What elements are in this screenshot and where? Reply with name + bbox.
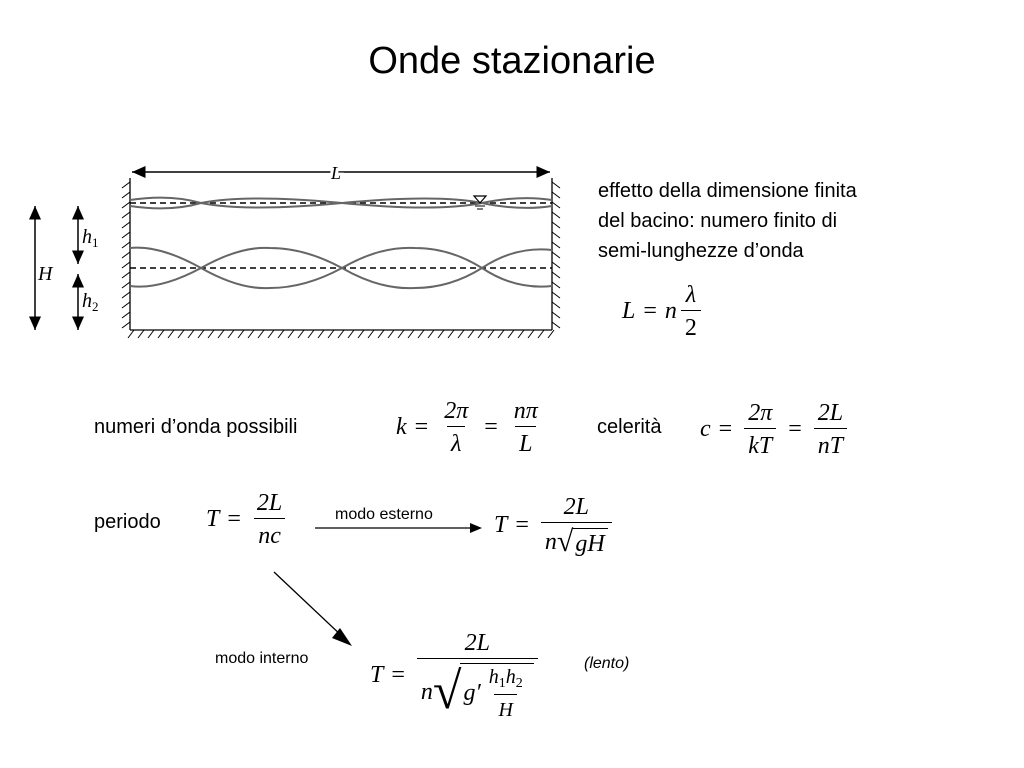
slow-note: (lento) — [584, 655, 630, 672]
basin-diagram — [20, 150, 580, 345]
h1-label: $h_1$ — [82, 226, 99, 250]
celerity-equation: c = $\frac{2\pi}{kT}$ = $\frac{2L}{nT}$ — [700, 400, 851, 460]
celerity-label: celerità — [597, 416, 662, 438]
internal-mode-arrow — [268, 566, 362, 652]
note-line-1: effetto della dimensione finita — [598, 180, 857, 202]
h2-label: $h_2$ — [82, 290, 99, 314]
external-mode-equation: T = 2L n √ gH — [494, 494, 616, 557]
note-line-2: del bacino: numero finito di — [598, 210, 838, 232]
length-label: L — [330, 163, 342, 183]
page-title: Onde stazionarie — [368, 40, 656, 82]
internal-mode-label: modo interno — [215, 650, 309, 667]
wavenumber-equation: k = $\frac{2\pi}{\lambda}$ = $\frac{n\pi}{L}$ — [396, 398, 538, 458]
finite-basin-note — [598, 176, 857, 266]
length-equation: L = n $\frac{\lambda}{2}$ — [622, 282, 705, 342]
wavenumbers-label: numeri d’onda possibili — [94, 416, 298, 438]
H-label: H — [38, 263, 53, 285]
period-equation: T = $\frac{2L}{nc}$ — [206, 490, 290, 550]
internal-mode-equation: T = 2L n √ g′ $\frac{h_1h_2}{H}$ — [370, 630, 542, 721]
note-line-3: semi-lunghezze d’onda — [598, 240, 804, 262]
external-mode-label: modo esterno — [335, 506, 433, 523]
period-label: periodo — [94, 511, 161, 533]
external-mode-arrow — [312, 520, 488, 536]
